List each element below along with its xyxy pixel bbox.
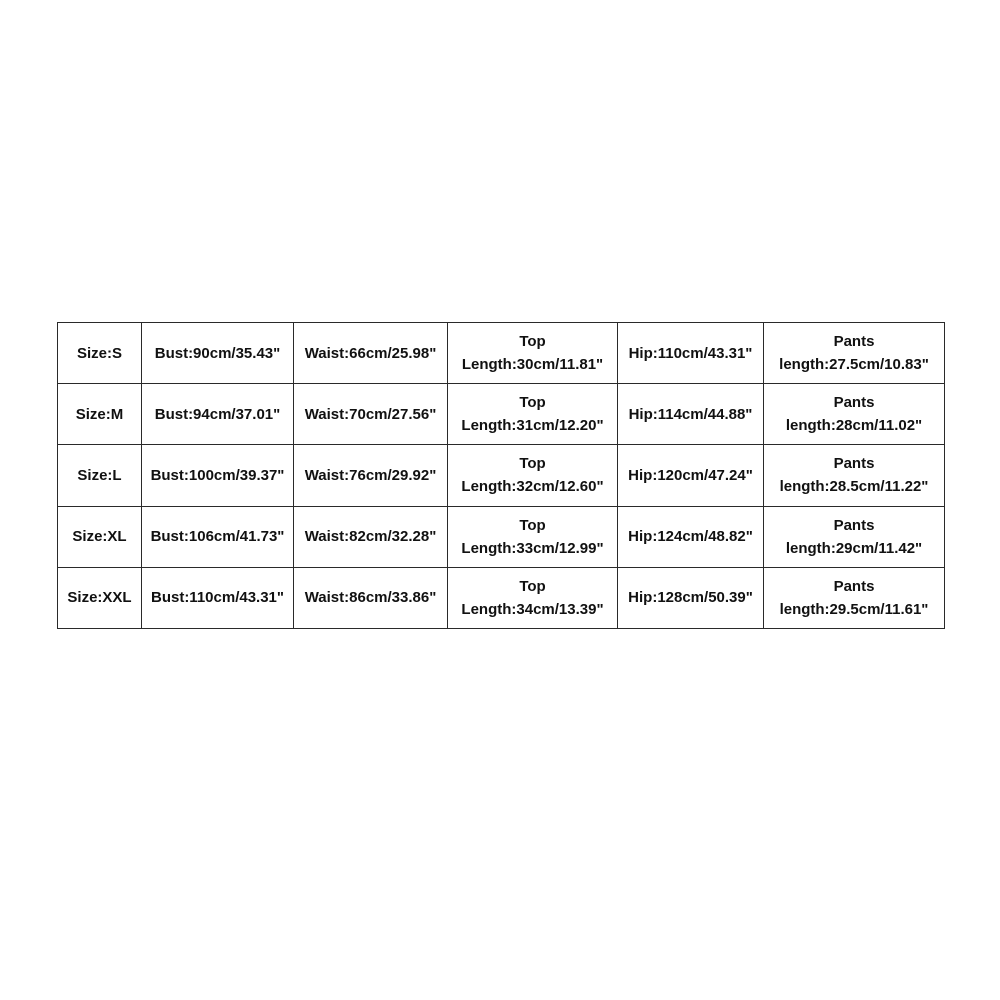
pants-length-cell: [764, 323, 945, 384]
hip-cell: Hip:128cm/50.39": [618, 567, 764, 628]
hip-cell: Hip:114cm/44.88": [618, 384, 764, 445]
table-row: [58, 506, 945, 567]
pants-length-cell: [764, 567, 945, 628]
waist-cell: Waist:66cm/25.98": [294, 323, 448, 384]
pants-length-cell: [764, 506, 945, 567]
top-length-cell: [448, 384, 618, 445]
bust-cell: Bust:100cm/39.37": [142, 445, 294, 506]
pants-length-cell: [764, 445, 945, 506]
waist-cell: Waist:76cm/29.92": [294, 445, 448, 506]
pants-length-label: Pants: [833, 516, 875, 534]
size-cell: Size:XL: [58, 506, 142, 567]
pants-length-value: length:27.5cm/10.83": [779, 356, 929, 374]
table-row: [58, 445, 945, 506]
pants-length-label: Pants: [833, 333, 875, 351]
top-length-label: Top: [519, 455, 546, 473]
table-row: [58, 323, 945, 384]
top-length-cell: [448, 445, 618, 506]
bust-cell: Bust:90cm/35.43": [142, 323, 294, 384]
top-length-label: Top: [519, 516, 546, 534]
size-cell: Size:M: [58, 384, 142, 445]
top-length-value: Length:30cm/11.81": [461, 356, 604, 374]
pants-length-label: Pants: [833, 394, 875, 412]
top-length-label: Top: [519, 394, 546, 412]
top-length-value: Length:31cm/12.20": [461, 417, 604, 435]
top-length-value: Length:34cm/13.39": [461, 600, 604, 618]
top-length-cell: [448, 567, 618, 628]
table-row: [58, 384, 945, 445]
top-length-label: Top: [519, 333, 546, 351]
size-chart-table: [57, 322, 945, 629]
pants-length-label: Pants: [833, 577, 875, 595]
size-chart-body: [58, 323, 945, 629]
top-length-label: Top: [519, 577, 546, 595]
top-length-value: Length:33cm/12.99": [461, 539, 604, 557]
top-length-cell: [448, 323, 618, 384]
bust-cell: Bust:110cm/43.31": [142, 567, 294, 628]
hip-cell: Hip:124cm/48.82": [618, 506, 764, 567]
pants-length-value: length:29.5cm/11.61": [779, 600, 929, 618]
top-length-value: Length:32cm/12.60": [461, 478, 604, 496]
hip-cell: Hip:110cm/43.31": [618, 323, 764, 384]
pants-length-value: length:28.5cm/11.22": [779, 478, 929, 496]
waist-cell: Waist:82cm/32.28": [294, 506, 448, 567]
pants-length-cell: [764, 384, 945, 445]
waist-cell: Waist:70cm/27.56": [294, 384, 448, 445]
bust-cell: Bust:94cm/37.01": [142, 384, 294, 445]
size-cell: Size:S: [58, 323, 142, 384]
pants-length-label: Pants: [833, 455, 875, 473]
pants-length-value: length:28cm/11.02": [785, 417, 923, 435]
hip-cell: Hip:120cm/47.24": [618, 445, 764, 506]
size-cell: Size:XXL: [58, 567, 142, 628]
waist-cell: Waist:86cm/33.86": [294, 567, 448, 628]
bust-cell: Bust:106cm/41.73": [142, 506, 294, 567]
table-row: [58, 567, 945, 628]
pants-length-value: length:29cm/11.42": [785, 539, 923, 557]
size-cell: Size:L: [58, 445, 142, 506]
top-length-cell: [448, 506, 618, 567]
